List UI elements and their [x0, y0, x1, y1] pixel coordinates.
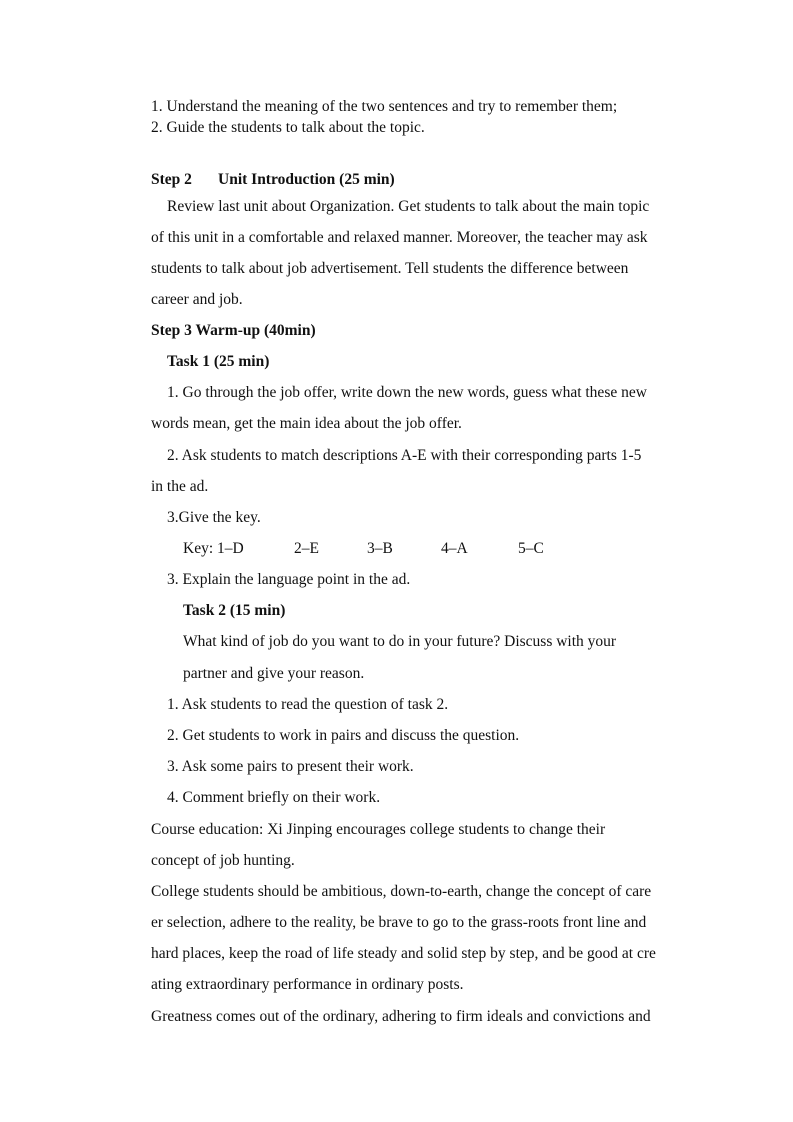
answer-key-item: 3–B: [367, 540, 393, 557]
course-education-line: concept of job hunting.: [151, 852, 295, 869]
step2-paragraph-line: career and job.: [151, 291, 243, 308]
closing-paragraph-line: College students should be ambitious, down-to-earth, change the concept of care: [151, 883, 652, 900]
step2-label: Step 2: [151, 171, 192, 188]
answer-key-item: Key: 1–D: [183, 540, 244, 557]
step2-paragraph-line: of this unit in a comfortable and relaxed manner. Moreover, the teacher may ask: [151, 229, 648, 246]
task2-item: 2. Get students to work in pairs and discuss the question.: [167, 727, 520, 744]
answer-key-item: 4–A: [441, 540, 468, 557]
step2-paragraph-line: students to talk about job advertisement. Tell students the difference between: [151, 260, 629, 277]
task1-item: 2. Ask students to match descriptions A-E with their corresponding parts 1-5: [167, 447, 642, 464]
course-education-line: Course education: Xi Jinping encourages college students to change their: [151, 821, 606, 838]
step3-heading: Step 3 Warm-up (40min): [151, 322, 316, 339]
intro-list-item: 2. Guide the students to talk about the topic.: [151, 119, 425, 136]
closing-paragraph-line: hard places, keep the road of life steady and solid step by step, and be good at cre: [151, 945, 656, 962]
task1-heading: Task 1 (25 min): [167, 353, 270, 370]
closing-paragraph-line: ating extraordinary performance in ordinary posts.: [151, 976, 464, 993]
closing-paragraph-line: Greatness comes out of the ordinary, adhering to firm ideals and convictions and: [151, 1008, 651, 1025]
step2-paragraph-line: Review last unit about Organization. Get students to talk about the main topic: [167, 198, 650, 215]
task2-item: 3. Ask some pairs to present their work.: [167, 758, 414, 775]
intro-list-item: 1. Understand the meaning of the two sentences and try to remember them;: [151, 98, 618, 115]
task1-item: 1. Go through the job offer, write down the new words, guess what these new: [167, 384, 647, 401]
answer-key-item: 5–C: [518, 540, 544, 557]
task2-item: 4. Comment briefly on their work.: [167, 789, 381, 806]
closing-paragraph-line: er selection, adhere to the reality, be brave to go to the grass-roots front line and: [151, 914, 647, 931]
answer-key-item: 2–E: [294, 540, 319, 557]
task1-item: in the ad.: [151, 478, 209, 495]
task1-item: 3.Give the key.: [167, 509, 261, 526]
task2-question: partner and give your reason.: [183, 665, 365, 682]
task2-question: What kind of job do you want to do in your future? Discuss with your: [183, 633, 617, 650]
task1-item: words mean, get the main idea about the job offer.: [151, 415, 462, 432]
step2-title: Unit Introduction (25 min): [218, 171, 395, 188]
task1-item: 3. Explain the language point in the ad.: [167, 571, 411, 588]
task2-heading: Task 2 (15 min): [183, 602, 286, 619]
task2-item: 1. Ask students to read the question of task 2.: [167, 696, 449, 713]
